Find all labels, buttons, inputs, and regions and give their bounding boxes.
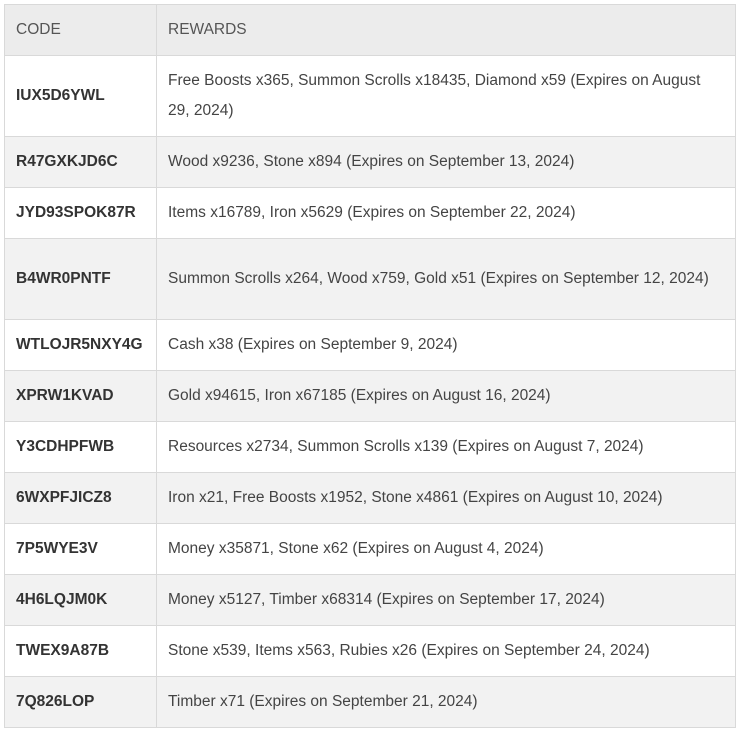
rewards-cell: Money x5127, Timber x68314 (Expires on September 17, 2024) bbox=[157, 575, 736, 626]
rewards-cell: Timber x71 (Expires on September 21, 2024) bbox=[157, 677, 736, 728]
code-cell: TWEX9A87B bbox=[5, 626, 157, 677]
table-header-row bbox=[5, 5, 736, 56]
code-cell: R47GXKJD6C bbox=[5, 137, 157, 188]
table-row bbox=[5, 320, 736, 371]
table-row bbox=[5, 677, 736, 728]
rewards-cell: Items x16789, Iron x5629 (Expires on September 22, 2024) bbox=[157, 188, 736, 239]
rewards-cell: Resources x2734, Summon Scrolls x139 (Expires on August 7, 2024) bbox=[157, 422, 736, 473]
code-cell: 7P5WYE3V bbox=[5, 524, 157, 575]
column-header-rewards: REWARDS bbox=[157, 5, 736, 56]
code-cell: 7Q826LOP bbox=[5, 677, 157, 728]
code-cell: IUX5D6YWL bbox=[5, 56, 157, 137]
table-row bbox=[5, 422, 736, 473]
code-cell: WTLOJR5NXY4G bbox=[5, 320, 157, 371]
code-cell: B4WR0PNTF bbox=[5, 239, 157, 320]
rewards-cell: Summon Scrolls x264, Wood x759, Gold x51 (Expires on September 12, 2024) bbox=[157, 239, 736, 320]
table-row bbox=[5, 56, 736, 137]
table-row bbox=[5, 524, 736, 575]
code-cell: 6WXPFJICZ8 bbox=[5, 473, 157, 524]
column-header-code: CODE bbox=[5, 5, 157, 56]
rewards-cell: Stone x539, Items x563, Rubies x26 (Expires on September 24, 2024) bbox=[157, 626, 736, 677]
table-row bbox=[5, 188, 736, 239]
code-cell: Y3CDHPFWB bbox=[5, 422, 157, 473]
code-cell: JYD93SPOK87R bbox=[5, 188, 157, 239]
rewards-cell: Gold x94615, Iron x67185 (Expires on August 16, 2024) bbox=[157, 371, 736, 422]
table-row bbox=[5, 626, 736, 677]
rewards-cell: Wood x9236, Stone x894 (Expires on September 13, 2024) bbox=[157, 137, 736, 188]
code-cell: XPRW1KVAD bbox=[5, 371, 157, 422]
code-cell: 4H6LQJM0K bbox=[5, 575, 157, 626]
table-row bbox=[5, 137, 736, 188]
table-row bbox=[5, 239, 736, 320]
codes-table bbox=[4, 4, 736, 728]
table-row bbox=[5, 575, 736, 626]
rewards-cell: Money x35871, Stone x62 (Expires on August 4, 2024) bbox=[157, 524, 736, 575]
rewards-cell: Iron x21, Free Boosts x1952, Stone x4861 (Expires on August 10, 2024) bbox=[157, 473, 736, 524]
rewards-cell: Free Boosts x365, Summon Scrolls x18435, Diamond x59 (Expires on August 29, 2024) bbox=[157, 56, 736, 137]
rewards-cell: Cash x38 (Expires on September 9, 2024) bbox=[157, 320, 736, 371]
table-row bbox=[5, 473, 736, 524]
codes-table-container bbox=[4, 4, 735, 728]
table-row bbox=[5, 371, 736, 422]
